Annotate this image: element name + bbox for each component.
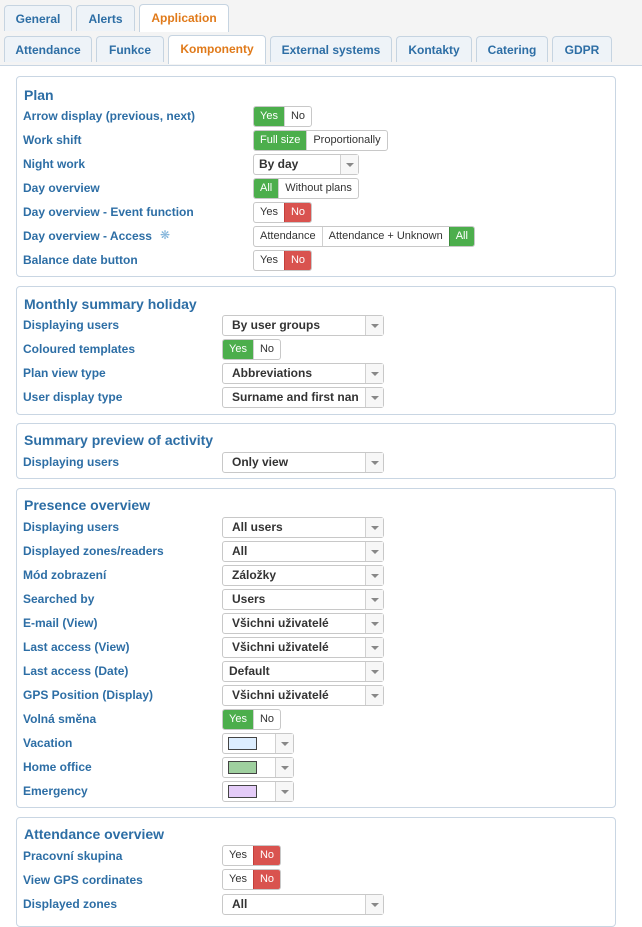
last-access-view-label: Last access (View) bbox=[23, 640, 130, 654]
work-group-no[interactable]: No bbox=[253, 846, 280, 865]
arrow-display-no[interactable]: No bbox=[284, 107, 311, 126]
work-group-yes[interactable]: Yes bbox=[229, 849, 247, 861]
section-title-attendance-overview: Attendance overview bbox=[24, 826, 165, 842]
work-shift-proportionally[interactable]: Proportionally bbox=[306, 131, 386, 150]
presence-displaying-users-value: All users bbox=[232, 520, 283, 534]
displayed-zones-readers-value: All bbox=[232, 544, 248, 558]
night-work-value: By day bbox=[259, 157, 299, 171]
chevron-down-icon bbox=[365, 895, 383, 914]
tab-kontakty[interactable]: Kontakty bbox=[396, 36, 472, 62]
tab-attendance[interactable]: Attendance bbox=[4, 36, 92, 62]
chevron-down-icon bbox=[365, 662, 383, 681]
gear-icon[interactable]: ❋ bbox=[160, 228, 171, 242]
day-overview-event-yes[interactable]: Yes bbox=[260, 206, 278, 218]
gps-position-select[interactable] bbox=[222, 685, 384, 706]
free-shift-no[interactable]: No bbox=[253, 710, 280, 729]
coloured-templates-yes[interactable]: Yes bbox=[223, 340, 253, 359]
display-mode-value: Záložky bbox=[232, 568, 277, 582]
emergency-color-picker[interactable] bbox=[222, 781, 294, 802]
section-title-summary-activity: Summary preview of activity bbox=[24, 432, 214, 448]
chevron-down-icon bbox=[275, 734, 293, 753]
email-view-select[interactable] bbox=[222, 613, 384, 634]
day-overview-access-all[interactable]: All bbox=[449, 227, 474, 246]
balance-date-toggle bbox=[253, 250, 312, 271]
work-shift-label: Work shift bbox=[23, 133, 82, 147]
vacation-label: Vacation bbox=[23, 736, 73, 750]
presence-displaying-users-select[interactable] bbox=[222, 517, 384, 538]
arrow-display-label: Arrow display (previous, next) bbox=[23, 109, 196, 123]
tab-gdpr[interactable]: GDPR bbox=[552, 36, 612, 62]
home-office-color-picker[interactable] bbox=[222, 757, 294, 778]
day-overview-label: Day overview bbox=[23, 181, 100, 195]
day-overview-event-no[interactable]: No bbox=[284, 203, 311, 222]
section-title-presence: Presence overview bbox=[24, 497, 151, 513]
gps-position-value: Všichni uživatelé bbox=[232, 688, 329, 702]
display-mode-label: Mód zobrazení bbox=[23, 568, 107, 582]
chevron-down-icon bbox=[365, 518, 383, 537]
displayed-zones-value: All bbox=[232, 897, 248, 911]
section-title-plan: Plan bbox=[24, 87, 54, 103]
tab-funkce[interactable]: Funkce bbox=[96, 36, 164, 62]
chevron-down-icon bbox=[365, 566, 383, 585]
chevron-down-icon bbox=[365, 542, 383, 561]
section-title-monthly: Monthly summary holiday bbox=[24, 296, 197, 312]
user-display-type-value: Surname and first nan bbox=[232, 390, 359, 404]
day-overview-event-toggle bbox=[253, 202, 312, 223]
last-access-view-select[interactable] bbox=[222, 637, 384, 658]
day-overview-access-toggle bbox=[253, 226, 475, 247]
searched-by-label: Searched by bbox=[23, 592, 95, 606]
night-work-select[interactable] bbox=[253, 154, 359, 175]
emergency-label: Emergency bbox=[23, 784, 88, 798]
monthly-displaying-users-label: Displaying users bbox=[23, 318, 120, 332]
chevron-down-icon bbox=[365, 388, 383, 407]
arrow-display-toggle bbox=[253, 106, 312, 127]
monthly-displaying-users-value: By user groups bbox=[232, 318, 321, 332]
user-display-type-select[interactable] bbox=[222, 387, 384, 408]
chevron-down-icon bbox=[365, 316, 383, 335]
night-work-label: Night work bbox=[23, 157, 85, 171]
home-office-label: Home office bbox=[23, 760, 92, 774]
tab-general[interactable]: General bbox=[4, 5, 72, 31]
plan-view-type-select[interactable] bbox=[222, 363, 384, 384]
last-access-date-label: Last access (Date) bbox=[23, 664, 129, 678]
chevron-down-icon bbox=[275, 782, 293, 801]
day-overview-access-attendance[interactable]: Attendance bbox=[260, 230, 316, 242]
emergency-color-swatch bbox=[228, 785, 257, 798]
monthly-displaying-users-select[interactable] bbox=[222, 315, 384, 336]
sub-tab-bar bbox=[0, 32, 642, 66]
balance-date-no[interactable]: No bbox=[284, 251, 311, 270]
activity-displaying-users-value: Only view bbox=[232, 455, 289, 469]
tab-komponenty[interactable]: Komponenty bbox=[168, 35, 266, 64]
last-access-view-value: Všichni uživatelé bbox=[232, 640, 329, 654]
work-shift-full-size[interactable]: Full size bbox=[254, 131, 306, 150]
work-group-toggle bbox=[222, 845, 281, 866]
presence-displaying-users-label: Displaying users bbox=[23, 520, 120, 534]
plan-view-type-label: Plan view type bbox=[23, 366, 106, 380]
day-overview-access-label: Day overview - Access bbox=[23, 229, 152, 243]
chevron-down-icon bbox=[365, 614, 383, 633]
chevron-down-icon bbox=[365, 590, 383, 609]
activity-displaying-users-select[interactable] bbox=[222, 452, 384, 473]
email-view-value: Všichni uživatelé bbox=[232, 616, 329, 630]
vacation-color-picker[interactable] bbox=[222, 733, 294, 754]
searched-by-select[interactable] bbox=[222, 589, 384, 610]
displayed-zones-readers-label: Displayed zones/readers bbox=[23, 544, 164, 558]
free-shift-label: Volná směna bbox=[23, 712, 97, 726]
day-overview-event-label: Day overview - Event function bbox=[23, 205, 194, 219]
displayed-zones-select[interactable] bbox=[222, 894, 384, 915]
day-overview-toggle bbox=[253, 178, 359, 199]
last-access-date-select[interactable] bbox=[222, 661, 384, 682]
balance-date-yes[interactable]: Yes bbox=[260, 254, 278, 266]
chevron-down-icon bbox=[365, 638, 383, 657]
chevron-down-icon bbox=[365, 453, 383, 472]
searched-by-value: Users bbox=[232, 592, 266, 606]
display-mode-select[interactable] bbox=[222, 565, 384, 586]
main-tab-bar bbox=[0, 0, 642, 32]
coloured-templates-toggle bbox=[222, 339, 281, 360]
email-view-label: E-mail (View) bbox=[23, 616, 98, 630]
coloured-templates-label: Coloured templates bbox=[23, 342, 136, 356]
vacation-color-swatch bbox=[228, 737, 257, 750]
displayed-zones-label: Displayed zones bbox=[23, 897, 118, 911]
view-gps-coordinates-label: View GPS cordinates bbox=[23, 873, 143, 887]
user-display-type-label: User display type bbox=[23, 390, 123, 404]
coloured-templates-no[interactable]: No bbox=[253, 340, 280, 359]
free-shift-toggle bbox=[222, 709, 281, 730]
day-overview-all[interactable]: All bbox=[254, 179, 278, 198]
arrow-display-yes[interactable]: Yes bbox=[254, 107, 284, 126]
plan-view-type-value: Abbreviations bbox=[232, 366, 313, 380]
free-shift-yes[interactable]: Yes bbox=[223, 710, 253, 729]
day-overview-without-plans[interactable]: Without plans bbox=[278, 179, 358, 198]
tab-application[interactable]: Application bbox=[139, 4, 229, 33]
work-shift-toggle bbox=[253, 130, 388, 151]
view-gps-coordinates-yes[interactable]: Yes bbox=[229, 873, 247, 885]
tab-external-systems[interactable]: External systems bbox=[270, 36, 392, 62]
balance-date-label: Balance date button bbox=[23, 253, 138, 267]
last-access-date-value: Default bbox=[229, 664, 270, 678]
home-office-color-swatch bbox=[228, 761, 257, 774]
view-gps-coordinates-toggle bbox=[222, 869, 281, 890]
tab-alerts[interactable]: Alerts bbox=[76, 5, 135, 31]
chevron-down-icon bbox=[340, 155, 358, 174]
chevron-down-icon bbox=[365, 364, 383, 383]
gps-position-label: GPS Position (Display) bbox=[23, 688, 154, 702]
view-gps-coordinates-no[interactable]: No bbox=[253, 870, 280, 889]
chevron-down-icon bbox=[275, 758, 293, 777]
chevron-down-icon bbox=[365, 686, 383, 705]
displayed-zones-readers-select[interactable] bbox=[222, 541, 384, 562]
work-group-label: Pracovní skupina bbox=[23, 849, 123, 863]
activity-displaying-users-label: Displaying users bbox=[23, 455, 120, 469]
day-overview-access-attendance-unknown[interactable]: Attendance + Unknown bbox=[322, 227, 449, 246]
tab-catering[interactable]: Catering bbox=[476, 36, 548, 62]
